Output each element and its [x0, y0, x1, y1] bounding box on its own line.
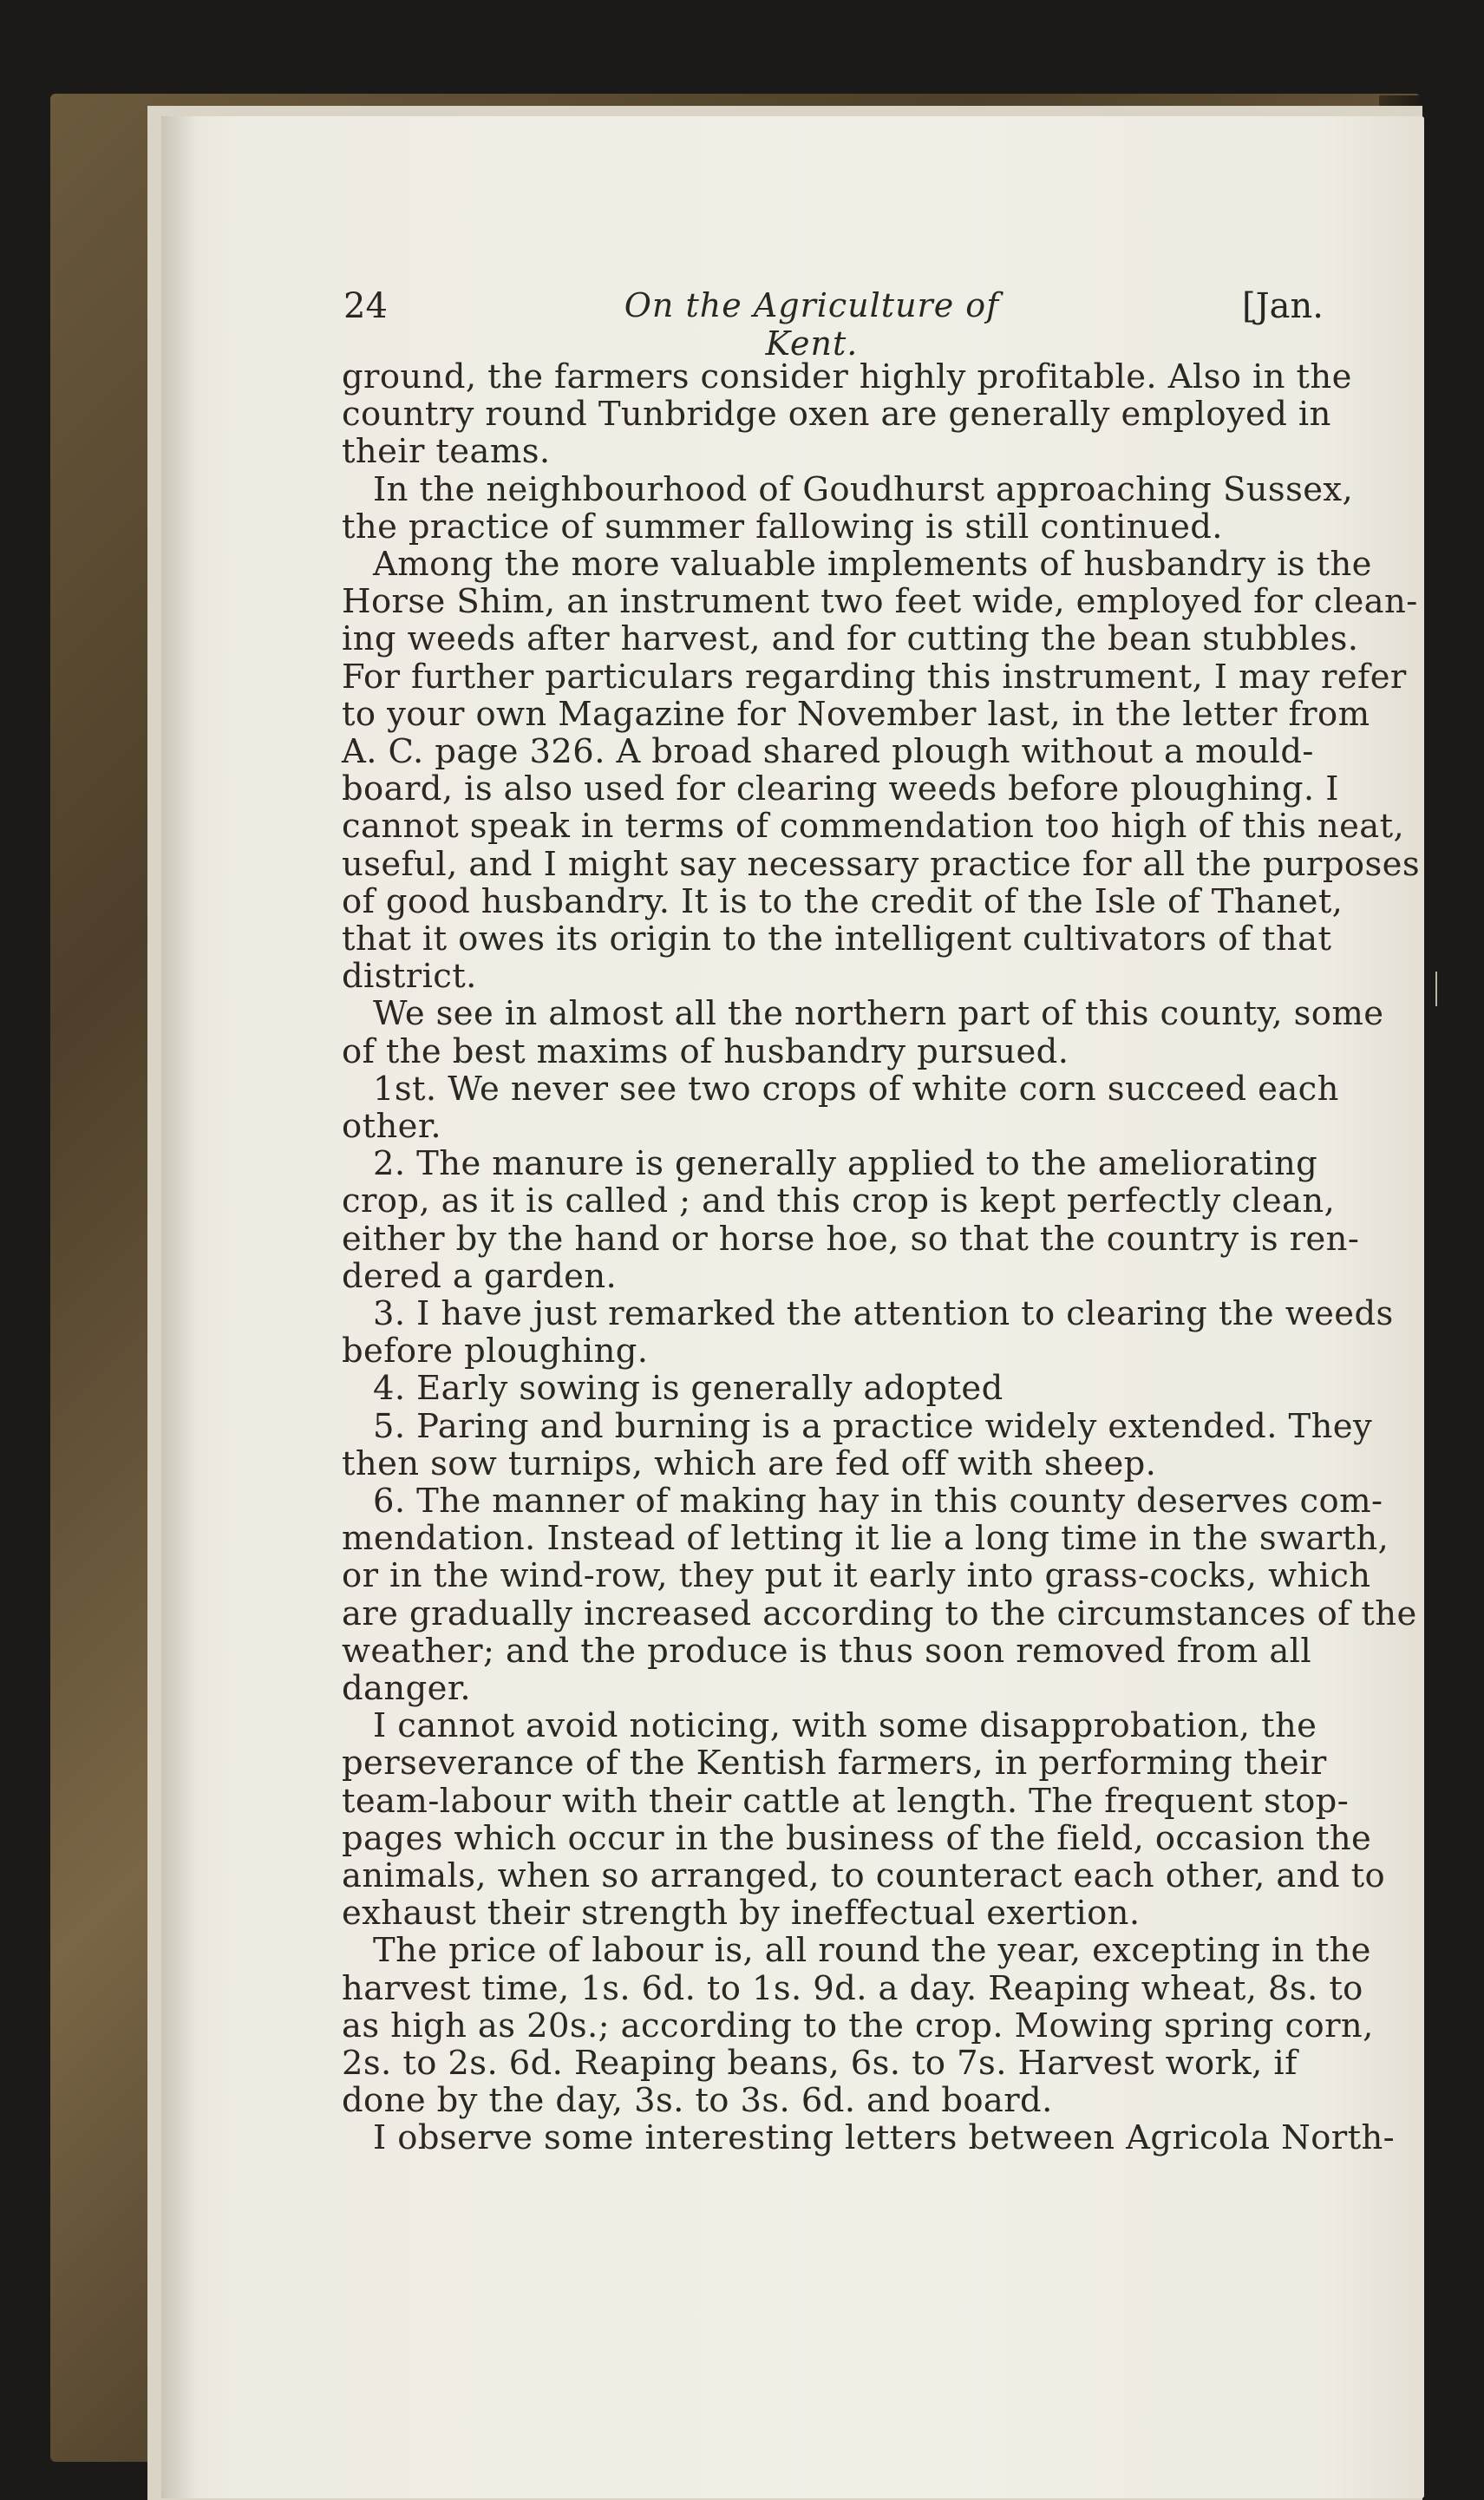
text-line: or in the wind-row, they put it early into grass-cocks, which	[342, 1556, 1371, 1596]
text-line: Horse Shim, an instrument two feet wide, employed for clean-	[342, 582, 1418, 622]
page-header	[343, 286, 1324, 363]
text-line: other.	[342, 1107, 442, 1146]
running-date: [Jan.	[1242, 286, 1324, 326]
text-line: 4. Early sowing is generally adopted	[373, 1369, 1003, 1409]
text-line: dered a garden.	[342, 1256, 618, 1296]
page-mark	[1435, 972, 1442, 1006]
text-line: their teams.	[342, 432, 551, 472]
text-line: board, is also used for clearing weeds before ploughing. I	[342, 769, 1339, 809]
text-line: of good husbandry. It is to the credit of the Isle of Thanet,	[342, 881, 1343, 921]
text-line: 2. The manure is generally applied to the ameliorating	[373, 1144, 1318, 1184]
text-line: then sow turnips, which are fed off with sheep.	[342, 1443, 1157, 1483]
text-line: The price of labour is, all round the year, excepting in the	[373, 1931, 1371, 1971]
text-line: useful, and I might say necessary practice for all the purposes	[342, 844, 1420, 884]
text-line: Among the more valuable implements of husbandry is the	[373, 545, 1372, 584]
text-line: animals, when so arranged, to counteract each other, and to	[342, 1856, 1386, 1895]
text-line: 3. I have just remarked the attention to clearing the weeds	[373, 1294, 1394, 1333]
text-line: team-labour with their cattle at length. The frequent stop-	[342, 1781, 1350, 1821]
text-line: danger.	[342, 1669, 472, 1708]
text-line: crop, as it is called ; and this crop is kept perfectly clean,	[342, 1181, 1336, 1221]
text-line: exhaust their strength by ineffectual exertion.	[342, 1894, 1141, 1934]
text-line: I observe some interesting letters between Agricola North-	[373, 2118, 1396, 2158]
text-line: 6. The manner of making hay in this county deserves com-	[373, 1482, 1383, 1521]
text-line: ground, the farmers consider highly profitable. Also in the	[342, 357, 1352, 396]
text-line: 1st. We never see two crops of white corn succeed each	[373, 1069, 1339, 1109]
running-title: On the Agriculture of Kent.	[624, 286, 1000, 363]
text-line: ing weeds after harvest, and for cutting the bean stubbles.	[342, 619, 1359, 659]
text-line: before ploughing.	[342, 1332, 649, 1371]
text-line: mendation. Instead of letting it lie a long time in the swarth,	[342, 1519, 1389, 1559]
text-line: done by the day, 3s. to 3s. 6d. and board.	[342, 2081, 1053, 2121]
text-line: For further particulars regarding this instrument, I may refer	[342, 657, 1407, 697]
text-line: weather; and the produce is thus soon removed from all	[342, 1631, 1312, 1671]
text-line: that it owes its origin to the intelligent cultivators of that	[342, 920, 1332, 959]
gutter-shadow	[161, 116, 196, 2498]
text-line: district.	[342, 957, 477, 997]
text-line: either by the hand or horse hoe, so that the country is ren-	[342, 1219, 1360, 1259]
text-line: We see in almost all the northern part of this county, some	[373, 994, 1384, 1034]
text-line: 5. Paring and burning is a practice widely extended. They	[373, 1406, 1373, 1446]
text-line: A. C. page 326. A broad shared plough without a mould-	[342, 732, 1314, 771]
text-line: are gradually increased according to the circumstances of the	[342, 1594, 1417, 1633]
text-line: as high as 20s.; according to the crop. Mowing spring corn,	[342, 2006, 1374, 2045]
text-line: to your own Magazine for November last, in the letter from	[342, 694, 1370, 734]
text-line: pages which occur in the business of the field, occasion the	[342, 1818, 1372, 1858]
text-line: the practice of summer fallowing is still continued.	[342, 507, 1223, 546]
text-line: cannot speak in terms of commendation too high of this neat,	[342, 807, 1405, 847]
text-line: harvest time, 1s. 6d. to 1s. 9d. a day. Reaping wheat, 8s. to	[342, 1968, 1363, 2008]
page-number: 24	[343, 286, 388, 326]
text-line: I cannot avoid noticing, with some disapprobation, the	[373, 1706, 1317, 1746]
text-line: country round Tunbridge oxen are generally employed in	[342, 395, 1331, 435]
text-line: In the neighbourhood of Goudhurst approaching Sussex,	[373, 469, 1354, 509]
text-line: 2s. to 2s. 6d. Reaping beans, 6s. to 7s. Harvest work, if	[342, 2044, 1298, 2083]
text-line: perseverance of the Kentish farmers, in performing their	[342, 1744, 1327, 1783]
text-line: of the best maxims of husbandry pursued.	[342, 1031, 1069, 1071]
